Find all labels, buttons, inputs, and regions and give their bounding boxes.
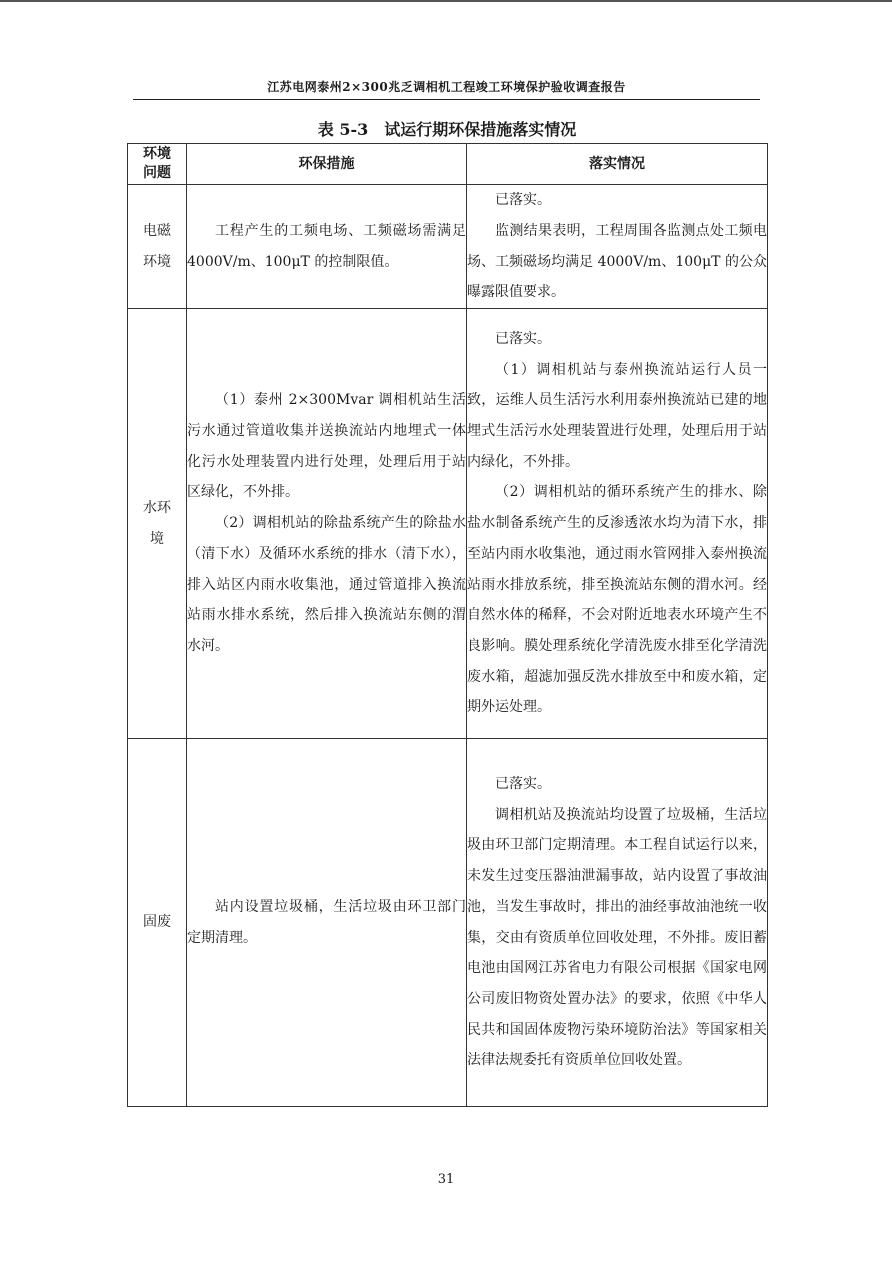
column-header-issue [128, 144, 187, 185]
status-paragraph: 已落实。 [495, 192, 551, 209]
status-cell [467, 309, 768, 739]
status-paragraph: 监测结果表明，工程周围各监测点处工频电场、工频磁场均满足 4000V/m、100μT 的公众曝露限值要求。 [467, 222, 767, 301]
measures-cell [187, 309, 467, 739]
table-row [128, 739, 768, 1107]
status-paragraph: 已落实。 [495, 330, 551, 347]
header-rule [133, 99, 760, 100]
status-paragraph: 已落实。 [495, 775, 551, 792]
measures-cell [187, 185, 467, 309]
status-cell [467, 185, 768, 309]
issue-cell [128, 309, 187, 739]
status-cell [467, 739, 768, 1107]
measure-paragraph: （2）调相机站的除盐系统产生的除盐水（清下水）及循环水系统的排水（清下水），排入站区内雨水收集池，通过管道排入换流站雨水排水系统，然后排入换流站东侧的渭水河。 [187, 515, 466, 654]
issue-label: 固废 [143, 914, 171, 931]
table-row [128, 185, 768, 309]
issue-cell [128, 185, 187, 309]
measure-paragraph: （1）泰州 2×300Mvar 调相机站生活污水通过管道收集并送换流站内地埋式一体化污水处理装置内进行处理，处理后用于站区绿化，不外排。 [187, 392, 466, 501]
measure-paragraph: 站内设置垃圾桶，生活垃圾由环卫部门定期清理。 [187, 898, 466, 946]
status-paragraph: 调相机站及换流站均设置了垃圾桶，生活垃圾由环卫部门定期清理。本工程自试运行以来，未发生过变压器油泄漏事故，站内设置了事故油池，当发生事故时，排出的油经事故油池统一收集，交由有资质单位回收处理，不外排。废旧蓄电池由国网江苏省电力有限公司根据《国家电网公司废旧物资处置办法》的要求，依照《中华人民共和国固体废物污染环境防治法》等国家相关法律法规委托有资质单位回收处置。 [467, 806, 767, 1069]
measures-cell [187, 739, 467, 1107]
running-header: 江苏电网泰州2×300兆乏调相机工程竣工环境保护验收调查报告 [267, 80, 626, 94]
table-row [128, 309, 768, 739]
table-header-row [128, 144, 768, 185]
column-header-measures: 环保措施 [187, 144, 467, 185]
measures-table [127, 143, 768, 1107]
column-header-status: 落实情况 [467, 144, 768, 185]
status-paragraph: （1）调相机站与泰州换流站运行人员一致，运维人员生活污水利用泰州换流站已建的地埋式生活污水处理装置进行处理，处理后用于站内绿化，不外排。 [467, 361, 767, 470]
page-number: 31 [437, 1172, 455, 1187]
issue-label: 水环境 [143, 499, 171, 547]
issue-label: 电磁环境 [143, 222, 171, 270]
issue-cell [128, 739, 187, 1107]
measure-paragraph: 工程产生的工频电场、工频磁场需满足 4000V/m、100μT 的控制限值。 [187, 222, 466, 270]
column-header-issue-label: 环境问题 [143, 146, 171, 181]
top-border [0, 0, 892, 2]
status-paragraph: （2）调相机站的循环系统产生的排水、除盐水制备系统产生的反渗透浓水均为清下水，排至站内雨水收集池，通过雨水管网排入泰州换流站雨水排放系统，排至换流站东侧的渭水河。经自然水体的稀释，不会对附近地表水环境产生不良影响。膜处理系统化学清洗废水排至化学清洗废水箱，超滤加强反洗水排放至中和废水箱，定期外运处理。 [467, 484, 767, 716]
table-caption: 表 5-3 试运行期环保措施落实情况 [317, 120, 577, 139]
